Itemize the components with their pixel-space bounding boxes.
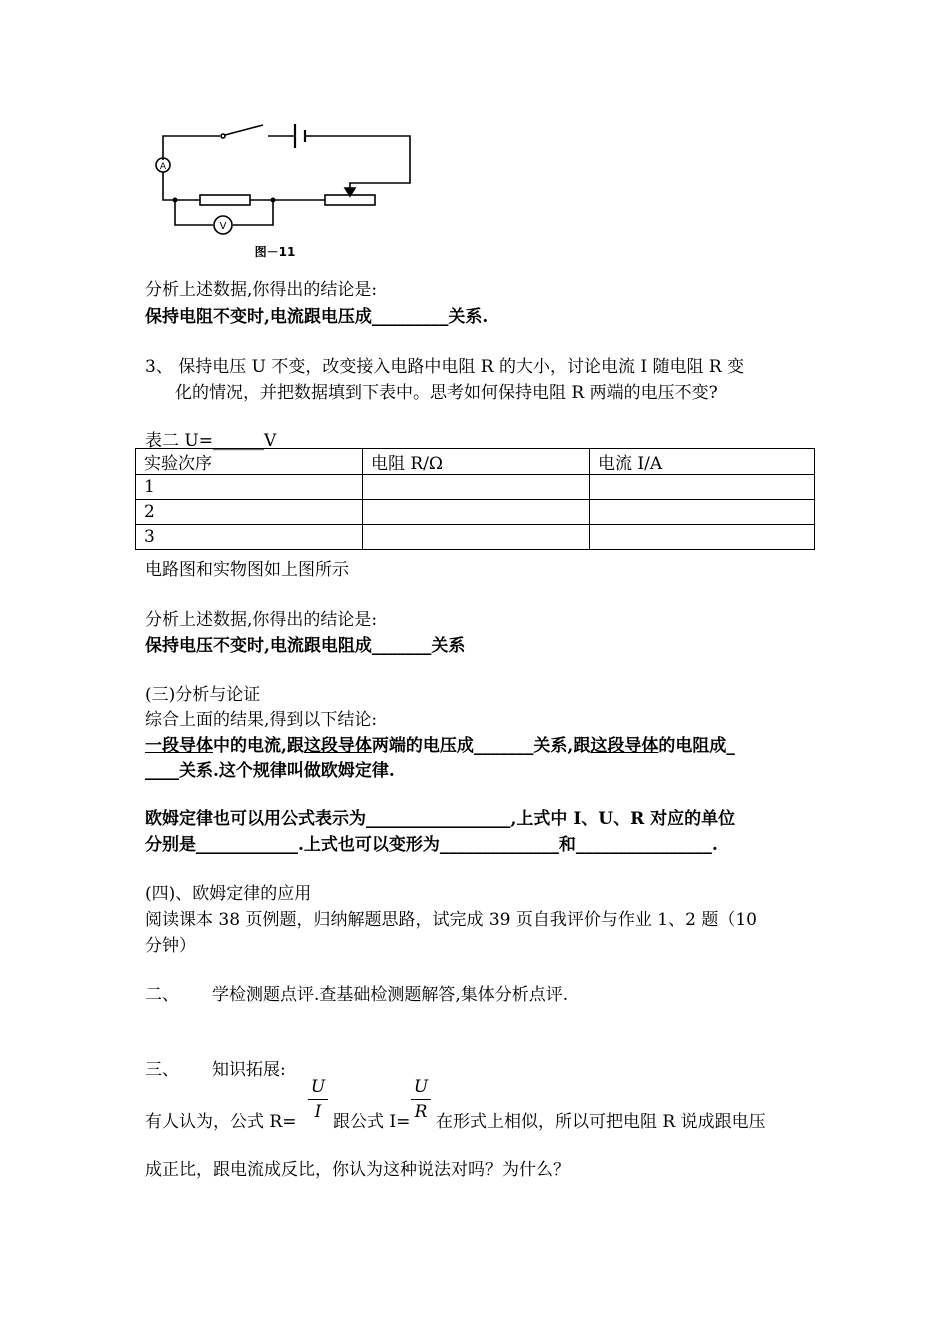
- section-three-text: 知识拓展:: [212, 1060, 286, 1080]
- cell-resistance[interactable]: [363, 525, 590, 550]
- section-4-heading: (四)、欧姆定律的应用: [145, 884, 312, 904]
- cell-resistance[interactable]: [363, 500, 590, 525]
- question-part-b: 跟公式 I=: [333, 1112, 411, 1132]
- formula-line-1: 欧姆定律也可以用公式表示为_________________,上式中 I、U、R 对应的单位: [145, 809, 736, 829]
- formula-line-2: 分别是____________.上式也可以变形为______________和________________.: [145, 835, 718, 855]
- cell-current[interactable]: [590, 500, 815, 525]
- cell-trial: 2: [136, 500, 363, 525]
- fraction-2-denominator: R: [414, 1102, 428, 1122]
- fraction-1-denominator: I: [314, 1102, 322, 1122]
- ammeter-label: A: [159, 162, 167, 172]
- header-resistance: 电阻 R/Ω: [363, 449, 590, 475]
- conclusion-2: [145, 631, 465, 656]
- phrase-voltage: 两端的电压成_______关系,跟: [371, 736, 591, 756]
- conclusion-1-post: 关系.: [448, 307, 489, 327]
- table-2-caption: 表二 U=______V: [145, 431, 277, 451]
- table-row: [136, 475, 815, 500]
- conclusion-2-pre: 保持电压不变时,电流跟电阻成: [145, 636, 372, 656]
- section-three-number: 三、: [145, 1060, 179, 1080]
- cell-current[interactable]: [590, 475, 815, 500]
- header-current: 电流 I/A: [590, 449, 815, 475]
- item-3-line-2: 化的情况，并把数据填到下表中。思考如何保持电阻 R 两端的电压不变?: [175, 383, 718, 403]
- cell-trial: 1: [136, 475, 363, 500]
- fraction-u-over-r: [411, 1077, 431, 1122]
- section-two-number: 二、: [145, 985, 179, 1005]
- circuit-note: 电路图和实物图如上图所示: [145, 560, 349, 580]
- phrase-conductor-2: 这段导体: [303, 736, 372, 756]
- fraction-u-over-i: [308, 1077, 328, 1122]
- phrase-current: 中的电流,跟: [213, 736, 304, 756]
- analysis-text-2: 分析上述数据,你得出的结论是:: [145, 610, 378, 630]
- fraction-1-numerator: U: [310, 1077, 326, 1097]
- conclusion-2-blank[interactable]: _______: [371, 636, 432, 656]
- table-row: [136, 525, 815, 550]
- fraction-2-numerator: U: [413, 1077, 429, 1097]
- header-trial: 实验次序: [136, 449, 363, 475]
- ohms-law-statement-line-2: ____关系.这个规律叫做欧姆定律.: [145, 761, 395, 781]
- item-3-line-1: 3、 保持电压 U 不变，改变接入电路中电阻 R 的大小，讨论电流 I 随电阻 R 变: [145, 357, 745, 377]
- analysis-text-1: 分析上述数据,你得出的结论是:: [145, 280, 378, 300]
- section-two-text: 学检测题点评.查基础检测题解答,集体分析点评.: [212, 985, 569, 1005]
- question-part-c: 在形式上相似，所以可把电阻 R 说成跟电压: [436, 1112, 766, 1132]
- conclusion-1-pre: 保持电阻不变时,电流跟电压成: [145, 307, 372, 327]
- conclusion-1: [145, 302, 488, 327]
- conclusion-1-blank[interactable]: _________: [371, 307, 449, 327]
- table-header-row: [136, 449, 815, 475]
- phrase-conductor-1: 一段导体: [145, 736, 213, 756]
- section-3-heading: (三)分析与论证: [145, 685, 261, 705]
- question-line-2: 成正比，跟电流成反比，你认为这种说法对吗？为什么？: [145, 1160, 570, 1180]
- voltmeter-label: V: [219, 221, 227, 232]
- phrase-conductor-3: 这段导体: [590, 736, 659, 756]
- section-4-line-1: 阅读课本 38 页例题，归纳解题思路，试完成 39 页自我评价与作业 1、2 题（10: [145, 910, 757, 930]
- cell-current[interactable]: [590, 525, 815, 550]
- resistor-symbol: [200, 195, 250, 205]
- section-4-line-2: 分钟）: [145, 936, 196, 956]
- conclusion-2-post: 关系: [431, 636, 466, 656]
- circuit-diagram: [145, 118, 425, 263]
- table-row: [136, 500, 815, 525]
- phrase-resistance: 的电阻成_: [658, 736, 735, 756]
- table-2: [135, 448, 815, 550]
- question-part-a: 有人认为，公式 R=: [145, 1112, 297, 1132]
- cell-trial: 3: [136, 525, 363, 550]
- cell-resistance[interactable]: [363, 475, 590, 500]
- figure-caption: 图－11: [254, 245, 296, 259]
- ohms-law-statement-line-1: [145, 731, 735, 756]
- section-3-intro: 综合上面的结果,得到以下结论:: [145, 710, 378, 730]
